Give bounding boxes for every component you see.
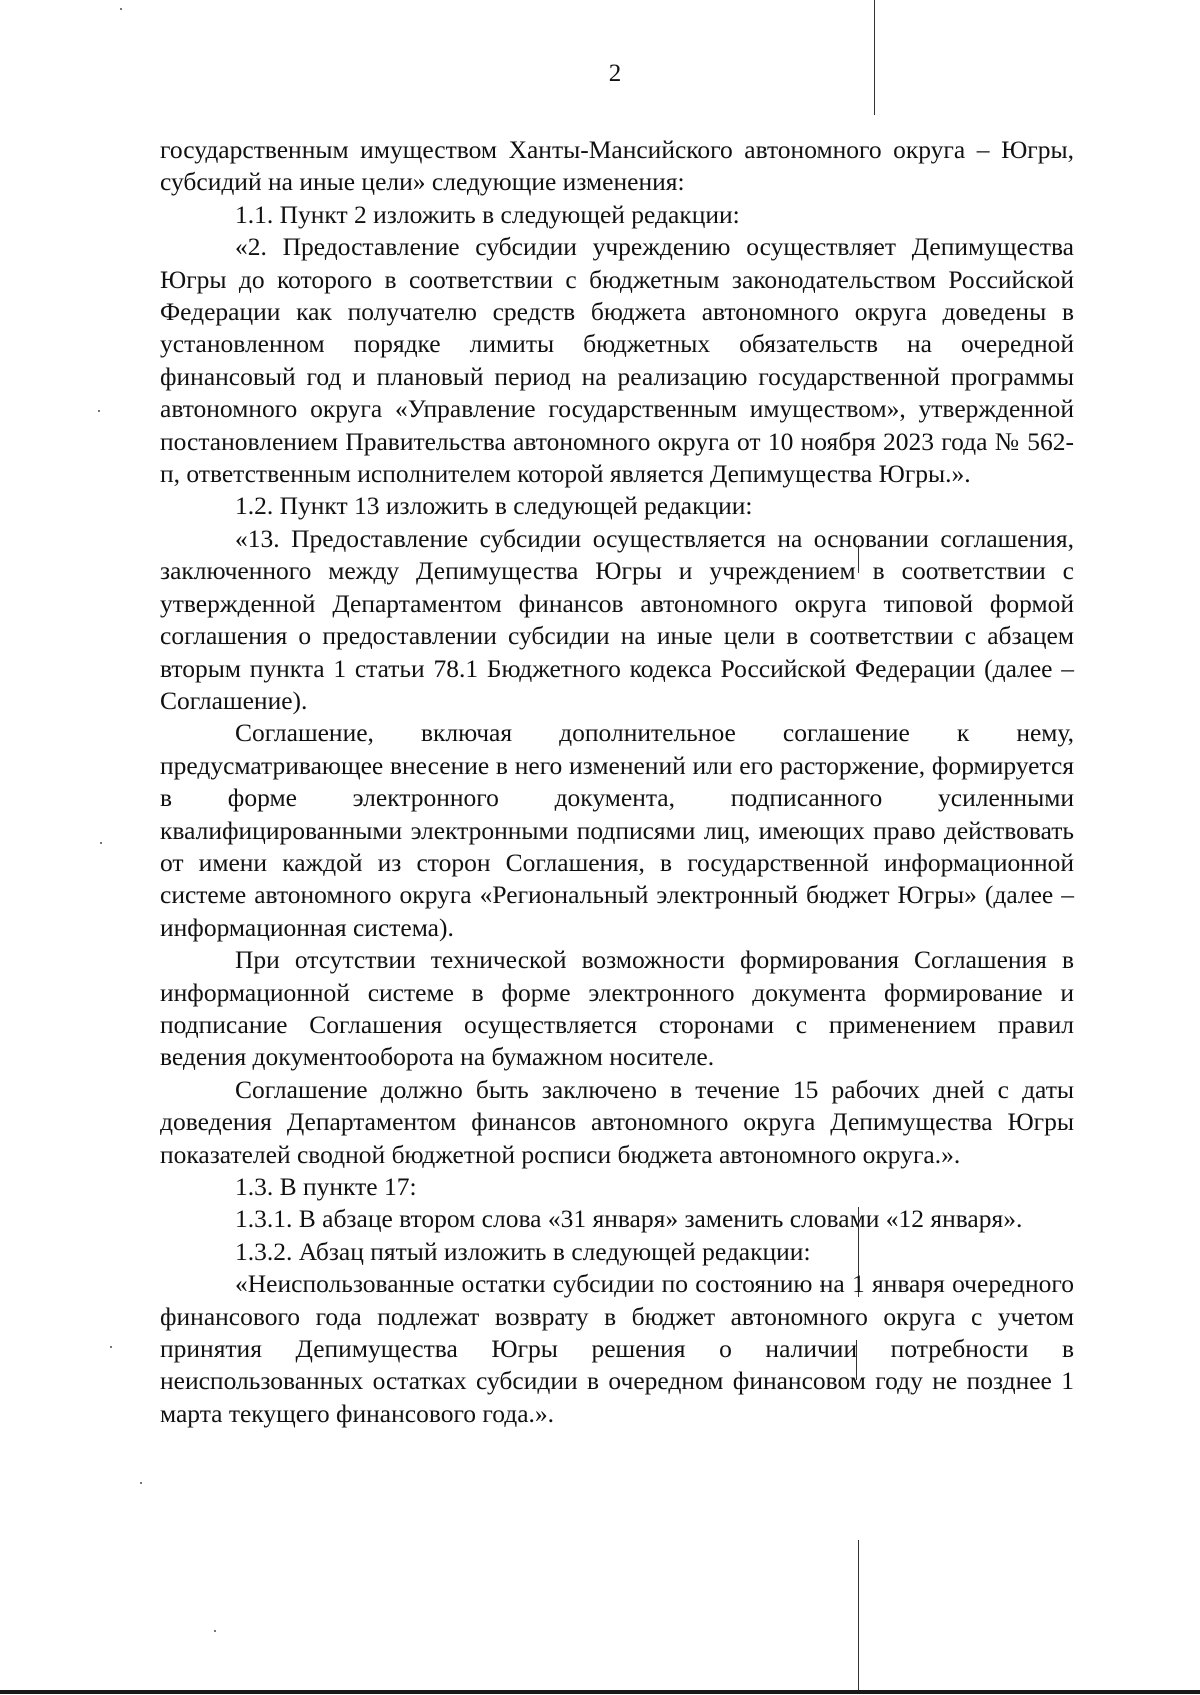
scan-artifact-line [858,1540,859,1690]
paragraph: государственным имуществом Ханты-Мансийского автономного округа – Югры, субсидий на иные цели» следующие изменения: [160,135,1074,197]
paragraph: 1.3.2. Абзац пятый изложить в следующей редакции: [235,1236,811,1266]
paragraph: 1.2. Пункт 13 изложить в следующей редакции: [235,491,753,521]
paragraph: «13. Предоставление субсидии осуществляется на основании соглашения, заключенного между Депимущества Югры и учреждением в соответствии с утвержденной Департаментом финансов автономного округа типовой формой соглашения о предоставлении субсидии на иные цели в соответствии с абзацем вторым пункта 1 статьи 78.1 Бюджетного кодекса Российской Федерации (далее – Соглашение). [160,523,1074,715]
paragraph: Соглашение, включая дополнительное соглашение к нему, предусматривающее внесение в него изменений или его расторжение, формируется в форме электронного документа, подписанного усиленными квалифицированными электронными подписями лиц, имеющих право действовать от имени каждой из сторон Соглашения, в государственной информационной системе автономного округа «Региональный электронный бюджет Югры» (далее – информационная система). [160,718,1074,942]
scan-artifact-speck [110,1346,112,1348]
paragraph: Соглашение должно быть заключено в течение 15 рабочих дней с даты доведения Департаментом финансов автономного округа Депимущества Югры показателей сводной бюджетной росписи бюджета автономного округа.». [160,1074,1074,1169]
document-body [160,134,1074,1430]
scan-artifact-speck [120,8,122,10]
paragraph: «Неиспользованные остатки субсидии по состоянию на 1 января очередного финансового года подлежат возврату в бюджет автономного округа с учетом принятия Депимущества Югры решения о наличии потребности в неиспользованных остатках субсидии в очередном финансовом году не позднее 1 марта текущего финансового года.». [160,1269,1074,1428]
paragraph: 1.1. Пункт 2 изложить в следующей редакции: [235,199,740,229]
scan-artifact-speck [214,1630,216,1632]
page-number: 2 [608,60,622,87]
scan-artifact-speck [100,842,102,844]
paragraph: 1.3. В пункте 17: [235,1172,417,1201]
paragraph: При отсутствии технической возможности формирования Соглашения в информационной системе в форме электронного документа формирование и подписание Соглашения осуществляется сторонами с применением правил ведения документооборота на бумажном носителе. [160,945,1074,1072]
paragraph: «2. Предоставление субсидии учреждению осуществляет Депимущества Югры до которого в соответствии с бюджетным законодательством Российской Федерации как получателю средств бюджета автономного округа доведены в установленном порядке лимиты бюджетных обязательств на очередной финансовый год и плановый период на реализацию государственной программы автономного округа «Управление государственным имуществом», утвержденной постановлением Правительства автономного округа от 10 ноября 2023 года № 562-п, ответственным исполнителем которой является Депимущества Югры.». [160,232,1074,489]
scan-bottom-border [0,1690,1200,1694]
scan-artifact-line [874,0,875,115]
scan-artifact-speck [140,1482,142,1484]
paragraph: 1.3.1. В абзаце втором слова «31 января» заменить словами «12 января». [235,1204,1023,1234]
scan-artifact-speck [98,410,100,412]
